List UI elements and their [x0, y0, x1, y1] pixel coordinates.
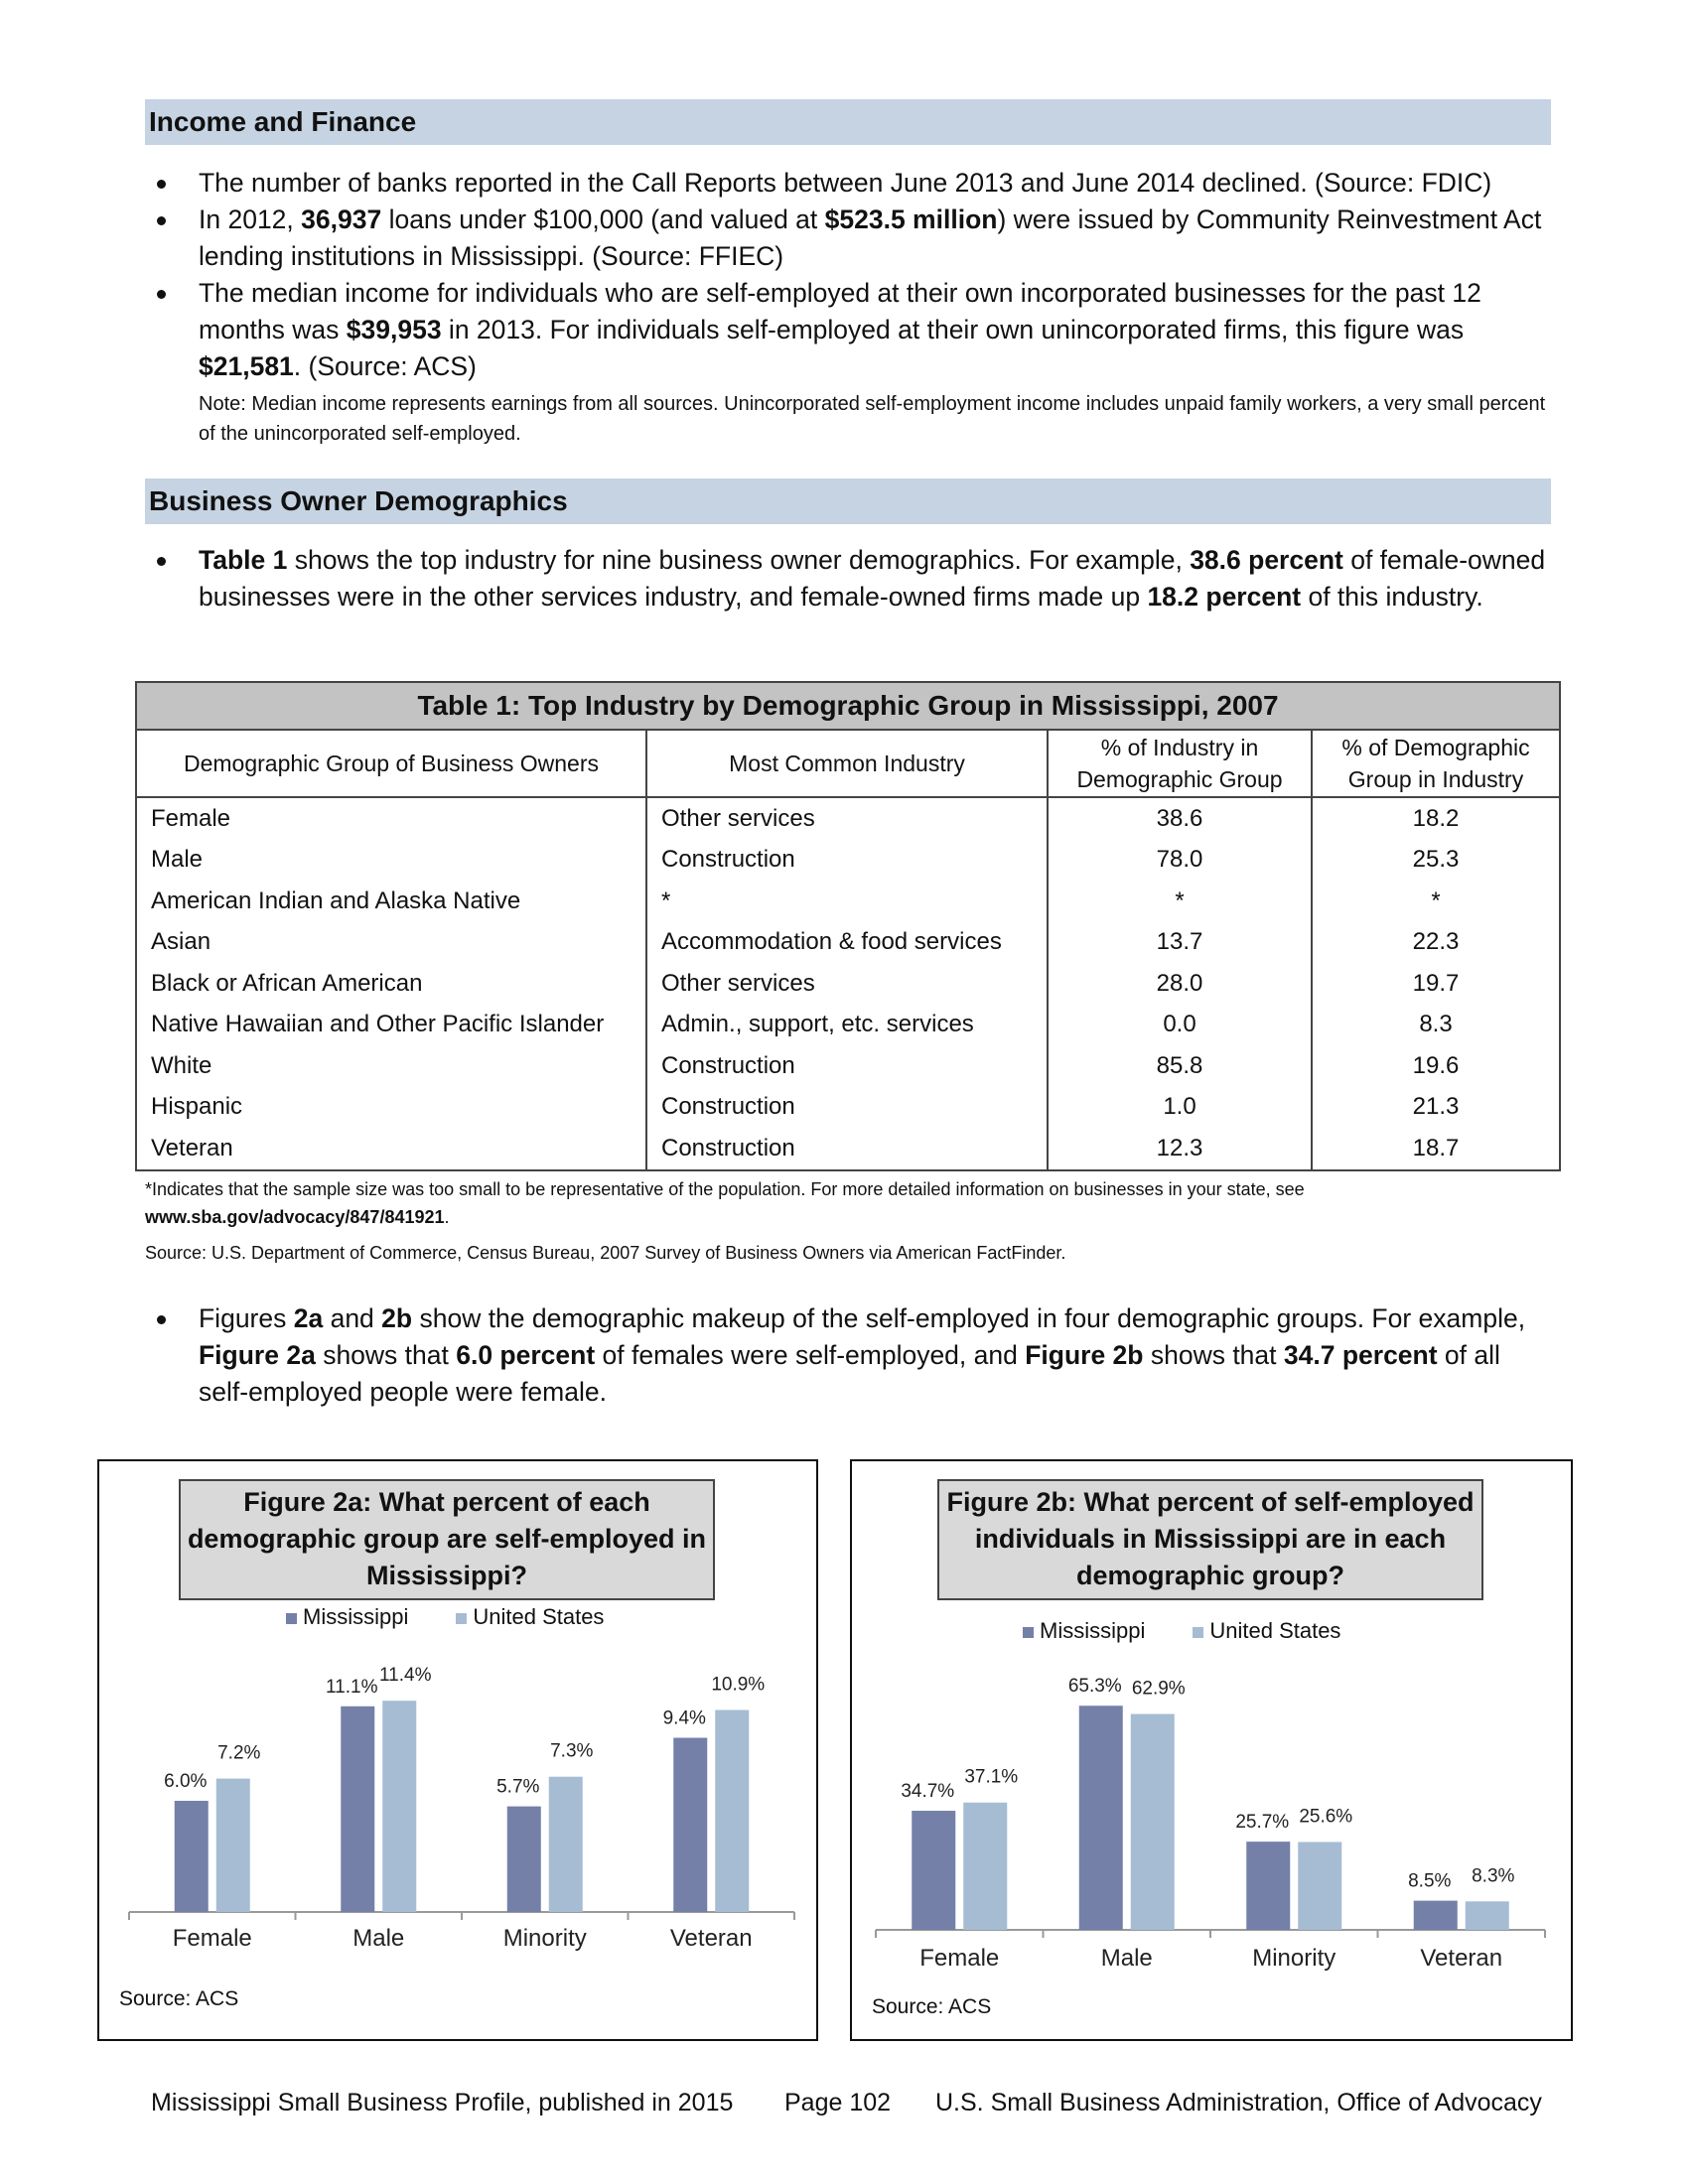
- bar-united-states-minority: [1298, 1842, 1341, 1930]
- table-caption: Table 1: Top Industry by Demographic Group in Mississippi, 2007: [136, 682, 1560, 730]
- text: of this industry.: [1301, 582, 1483, 612]
- bullet-table1: [145, 542, 1555, 615]
- bullet-banks: [145, 165, 1555, 202]
- text: shows the top industry for nine business owner demographics. For example,: [287, 545, 1191, 575]
- fig-ref: Figure 2b: [1025, 1340, 1144, 1370]
- footnote-text: *Indicates that the sample size was too small to be representative of the population. For more detailed information on businesses in your state, see: [145, 1179, 1305, 1199]
- figure-2a: [97, 1459, 818, 2041]
- cell-pct-group: 18.2: [1312, 797, 1560, 840]
- category-label: Minority: [502, 1925, 587, 1952]
- bar-united-states-male: [382, 1701, 416, 1912]
- table-row: [136, 922, 1560, 964]
- category-label: Minority: [1252, 1945, 1336, 1972]
- legend-label: Mississippi: [1040, 1618, 1146, 1643]
- bar-united-states-male: [1131, 1714, 1175, 1930]
- cell-group: White: [136, 1045, 646, 1087]
- demographics-bullets: [145, 542, 1555, 615]
- cell-pct-group: 22.3: [1312, 922, 1560, 964]
- cell-industry: Other services: [646, 797, 1048, 840]
- table-1: [135, 681, 1561, 1171]
- bar-mississippi-female: [175, 1801, 209, 1912]
- data-label: 9.4%: [662, 1707, 706, 1729]
- bar-mississippi-female: [912, 1811, 955, 1930]
- text: In 2012,: [199, 205, 302, 234]
- cell-pct-group: 21.3: [1312, 1087, 1560, 1129]
- bar-united-states-veteran: [1466, 1901, 1509, 1930]
- category-label: Female: [172, 1925, 252, 1952]
- col-header-industry: Most Common Industry: [646, 730, 1048, 797]
- cell-pct-industry: 28.0: [1048, 963, 1312, 1005]
- cell-pct-group: 8.3: [1312, 1005, 1560, 1046]
- text: ) were issued by Community Reinvestment Act lending institutions in Mississippi. (Source: FFIEC): [199, 205, 1542, 271]
- legend-label: Mississippi: [303, 1604, 409, 1629]
- table-row: [136, 1005, 1560, 1046]
- col-header-pct-industry: % of Industry in Demographic Group: [1048, 730, 1312, 797]
- bullet-dot-icon: [157, 1315, 166, 1324]
- median-income-note: Note: Median income represents earnings from all sources. Unincorporated self-employment income includes unpaid family workers, a very small percent of the unincorporated self-employed.: [199, 393, 1546, 445]
- cell-pct-industry: 13.7: [1048, 922, 1312, 964]
- bullet-dot-icon: [157, 290, 166, 299]
- cell-group: Black or African American: [136, 963, 646, 1005]
- data-label: 25.6%: [1299, 1806, 1353, 1828]
- bullet-text: The number of banks reported in the Call Reports between June 2013 and June 2014 declined. (Source: FDIC): [199, 168, 1492, 198]
- legend-label: United States: [1209, 1618, 1341, 1643]
- text: . (Source: ACS): [293, 351, 477, 381]
- data-label: 8.5%: [1408, 1870, 1452, 1892]
- bar-mississippi-male: [341, 1706, 374, 1912]
- col-header-pct-group: % of Demographic Group in Industry: [1312, 730, 1560, 797]
- pct: 6.0 percent: [456, 1340, 596, 1370]
- bar-united-states-veteran: [715, 1710, 749, 1912]
- cell-pct-group: *: [1312, 881, 1560, 922]
- bar-mississippi-minority: [507, 1807, 541, 1912]
- data-label: 65.3%: [1067, 1676, 1122, 1698]
- col-header-group: Demographic Group of Business Owners: [136, 730, 646, 797]
- cell-pct-industry: *: [1048, 881, 1312, 922]
- bullet-dot-icon: [157, 557, 166, 566]
- cell-pct-group: 19.6: [1312, 1045, 1560, 1087]
- footer-page-number: Page 102: [784, 2089, 892, 2116]
- incorporated-income: $39,953: [346, 315, 442, 344]
- text: shows that: [315, 1340, 457, 1370]
- cell-pct-industry: 0.0: [1048, 1005, 1312, 1046]
- cell-pct-industry: 78.0: [1048, 840, 1312, 882]
- bullet-figures: [145, 1300, 1555, 1411]
- figure-2a-title: Figure 2a: What percent of each demographic group are self-employed in Mississippi?: [179, 1479, 715, 1600]
- industry-table: [135, 681, 1561, 1171]
- table-row: [136, 797, 1560, 840]
- category-label: Male: [1100, 1945, 1153, 1972]
- bar-mississippi-male: [1079, 1706, 1123, 1930]
- loans-value: $523.5 million: [824, 205, 998, 234]
- table-row: [136, 1045, 1560, 1087]
- category-label: Veteran: [669, 1925, 753, 1952]
- figure-2b-title: Figure 2b: What percent of self-employed individuals in Mississippi are in each demographic group?: [937, 1479, 1483, 1600]
- figure-2a-chart: [99, 1461, 816, 2039]
- loans-count: 36,937: [301, 205, 382, 234]
- text: show the demographic makeup of the self-employed in four demographic groups. For example,: [412, 1303, 1526, 1333]
- cell-group: Asian: [136, 922, 646, 964]
- text: shows that: [1143, 1340, 1284, 1370]
- cell-industry: Construction: [646, 1087, 1048, 1129]
- cell-pct-industry: 1.0: [1048, 1087, 1312, 1129]
- cell-pct-group: 19.7: [1312, 963, 1560, 1005]
- data-label: 11.4%: [379, 1665, 432, 1687]
- text: of females were self-employed, and: [595, 1340, 1026, 1370]
- text: and: [323, 1303, 382, 1333]
- figure-2b-chart: [852, 1461, 1571, 2039]
- pct: 38.6 percent: [1190, 545, 1343, 575]
- section-title-business-owner-demographics: Business Owner Demographics: [145, 478, 1551, 524]
- table-row: [136, 881, 1560, 922]
- bullet-loans: [145, 202, 1555, 275]
- cell-industry: Admin., support, etc. services: [646, 1005, 1048, 1046]
- text: The median income for individuals who are self-employed at their own incorporated businesses for the past 12 months was: [199, 278, 1481, 344]
- cell-pct-industry: 85.8: [1048, 1045, 1312, 1087]
- data-label: 62.9%: [1131, 1678, 1186, 1700]
- bullet-dot-icon: [157, 180, 166, 189]
- data-label: 6.0%: [164, 1771, 208, 1792]
- income-bullets: [145, 165, 1555, 449]
- category-label: Veteran: [1420, 1945, 1503, 1972]
- cell-pct-group: 25.3: [1312, 840, 1560, 882]
- bar-mississippi-minority: [1246, 1842, 1290, 1930]
- cell-group: Native Hawaiian and Other Pacific Islander: [136, 1005, 646, 1046]
- data-label: 10.9%: [711, 1674, 766, 1696]
- fig-ref: 2b: [381, 1303, 413, 1333]
- data-label: 34.7%: [901, 1781, 955, 1803]
- table-ref: Table 1: [199, 545, 288, 575]
- figure-2b: [850, 1459, 1573, 2041]
- data-label: 5.7%: [496, 1776, 540, 1798]
- figures-bullets: [145, 1300, 1555, 1411]
- figure-2a-source: Source: ACS: [119, 1987, 239, 2010]
- fig-ref: Figure 2a: [199, 1340, 316, 1370]
- data-label: 37.1%: [964, 1766, 1019, 1788]
- data-label: 7.2%: [217, 1742, 261, 1764]
- fig-ref: 2a: [293, 1303, 324, 1333]
- cell-industry: *: [646, 881, 1048, 922]
- footer-publisher: U.S. Small Business Administration, Office of Advocacy: [935, 2089, 1542, 2116]
- cell-industry: Construction: [646, 1128, 1048, 1170]
- pct: 34.7 percent: [1283, 1340, 1438, 1370]
- cell-industry: Construction: [646, 1045, 1048, 1087]
- cell-group: Veteran: [136, 1128, 646, 1170]
- bar-mississippi-veteran: [1414, 1901, 1458, 1930]
- pct: 18.2 percent: [1147, 582, 1302, 612]
- text: of female-owned businesses were in the other services industry, and female-owned firms made up: [199, 545, 1546, 612]
- bar-united-states-female: [963, 1803, 1007, 1930]
- table-row: [136, 1128, 1560, 1170]
- cell-pct-group: 18.7: [1312, 1128, 1560, 1170]
- bullet-median-income: [145, 275, 1555, 449]
- footer-title: Mississippi Small Business Profile, published in 2015: [151, 2089, 734, 2116]
- cell-pct-industry: 38.6: [1048, 797, 1312, 840]
- table-row: [136, 963, 1560, 1005]
- table-row: [136, 1087, 1560, 1129]
- cell-industry: Construction: [646, 840, 1048, 882]
- unincorporated-income: $21,581: [199, 351, 294, 381]
- text: loans under $100,000 (and valued at: [381, 205, 825, 234]
- cell-pct-industry: 12.3: [1048, 1128, 1312, 1170]
- data-label: 25.7%: [1235, 1812, 1290, 1834]
- cell-industry: Accommodation & food services: [646, 922, 1048, 964]
- footnote-text: .: [444, 1207, 450, 1227]
- data-label: 11.1%: [326, 1676, 378, 1698]
- cell-group: Male: [136, 840, 646, 882]
- bar-mississippi-veteran: [673, 1738, 707, 1912]
- footnote-link[interactable]: www.sba.gov/advocacy/847/841921: [145, 1207, 445, 1227]
- table-source: Source: U.S. Department of Commerce, Census Bureau, 2007 Survey of Business Owners via American FactFinder.: [145, 1243, 1066, 1263]
- text: in 2013. For individuals self-employed at their own unincorporated firms, this figure was: [441, 315, 1465, 344]
- category-label: Female: [919, 1945, 1000, 1972]
- data-label: 7.3%: [550, 1740, 594, 1762]
- legend-label: United States: [473, 1604, 605, 1629]
- category-label: Male: [352, 1925, 405, 1952]
- figure-2b-source: Source: ACS: [872, 1995, 992, 2018]
- table-footnote: [145, 1175, 1555, 1231]
- cell-group: Female: [136, 797, 646, 840]
- table-row: [136, 840, 1560, 882]
- data-label: 8.3%: [1472, 1865, 1515, 1887]
- section-title-income-finance: Income and Finance: [145, 99, 1551, 145]
- text: of all self-employed people were female.: [199, 1340, 1500, 1407]
- bullet-dot-icon: [157, 216, 166, 225]
- cell-group: Hispanic: [136, 1087, 646, 1129]
- text: Figures: [199, 1303, 294, 1333]
- cell-group: American Indian and Alaska Native: [136, 881, 646, 922]
- bar-united-states-minority: [549, 1777, 583, 1912]
- cell-industry: Other services: [646, 963, 1048, 1005]
- bar-united-states-female: [216, 1779, 250, 1912]
